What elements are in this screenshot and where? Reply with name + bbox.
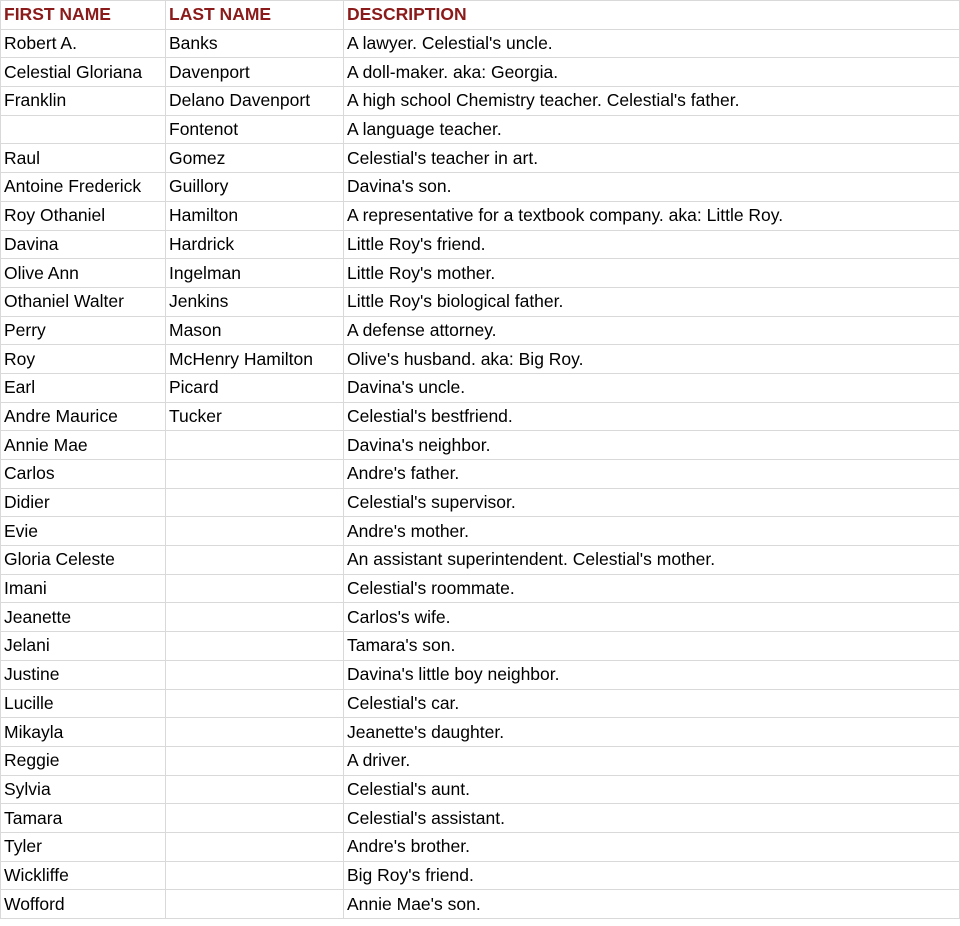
description-cell[interactable]: Davina's uncle. — [344, 373, 960, 402]
description-cell[interactable]: Carlos's wife. — [344, 603, 960, 632]
last-name-cell[interactable]: Hamilton — [166, 201, 344, 230]
description-cell[interactable]: Celestial's roommate. — [344, 574, 960, 603]
last-name-cell[interactable]: Guillory — [166, 173, 344, 202]
table-row — [1, 402, 960, 431]
description-cell[interactable]: Little Roy's biological father. — [344, 287, 960, 316]
description-cell[interactable]: Andre's brother. — [344, 832, 960, 861]
table-row — [1, 201, 960, 230]
table-row — [1, 287, 960, 316]
last-name-cell[interactable]: Banks — [166, 29, 344, 58]
description-cell[interactable]: An assistant superintendent. Celestial's mother. — [344, 546, 960, 575]
last-name-cell[interactable]: Fontenot — [166, 115, 344, 144]
table-row — [1, 890, 960, 919]
first-name-cell[interactable]: Annie Mae — [1, 431, 166, 460]
table-row — [1, 718, 960, 747]
description-cell[interactable]: Davina's son. — [344, 173, 960, 202]
description-cell[interactable]: Little Roy's mother. — [344, 259, 960, 288]
table-row — [1, 460, 960, 489]
last-name-cell[interactable]: Picard — [166, 373, 344, 402]
last-name-cell[interactable] — [166, 890, 344, 919]
description-cell[interactable]: Andre's mother. — [344, 517, 960, 546]
first-name-cell[interactable]: Didier — [1, 488, 166, 517]
table-row — [1, 517, 960, 546]
description-cell[interactable]: A language teacher. — [344, 115, 960, 144]
table-row — [1, 660, 960, 689]
description-cell[interactable]: Big Roy's friend. — [344, 861, 960, 890]
last-name-cell[interactable]: Tucker — [166, 402, 344, 431]
table-row — [1, 804, 960, 833]
first-name-cell[interactable] — [1, 115, 166, 144]
last-name-cell[interactable] — [166, 832, 344, 861]
last-name-cell[interactable]: Mason — [166, 316, 344, 345]
description-cell[interactable]: Annie Mae's son. — [344, 890, 960, 919]
table-row — [1, 87, 960, 116]
description-cell[interactable]: Celestial's car. — [344, 689, 960, 718]
last-name-cell[interactable] — [166, 431, 344, 460]
last-name-cell[interactable] — [166, 660, 344, 689]
last-name-cell[interactable] — [166, 861, 344, 890]
description-cell[interactable]: A lawyer. Celestial's uncle. — [344, 29, 960, 58]
description-cell[interactable]: A high school Chemistry teacher. Celestial's father. — [344, 87, 960, 116]
description-cell[interactable]: Jeanette's daughter. — [344, 718, 960, 747]
table-row — [1, 316, 960, 345]
last-name-cell[interactable]: Ingelman — [166, 259, 344, 288]
table-row — [1, 173, 960, 202]
description-cell[interactable]: Davina's neighbor. — [344, 431, 960, 460]
table-row — [1, 345, 960, 374]
last-name-cell[interactable]: Davenport — [166, 58, 344, 87]
last-name-cell[interactable] — [166, 603, 344, 632]
last-name-cell[interactable]: Delano Davenport — [166, 87, 344, 116]
last-name-cell[interactable]: McHenry Hamilton — [166, 345, 344, 374]
first-name-cell[interactable]: Mikayla — [1, 718, 166, 747]
first-name-cell[interactable]: Andre Maurice — [1, 402, 166, 431]
first-name-cell[interactable]: Tamara — [1, 804, 166, 833]
last-name-cell[interactable] — [166, 775, 344, 804]
column-header-first-name[interactable]: FIRST NAME — [1, 1, 166, 30]
first-name-cell[interactable]: Othaniel Walter — [1, 287, 166, 316]
first-name-cell[interactable]: Tyler — [1, 832, 166, 861]
last-name-cell[interactable] — [166, 746, 344, 775]
table-row — [1, 373, 960, 402]
column-header-description[interactable]: DESCRIPTION — [344, 1, 960, 30]
table-row — [1, 259, 960, 288]
first-name-cell[interactable]: Gloria Celeste — [1, 546, 166, 575]
first-name-cell[interactable]: Celestial Gloriana — [1, 58, 166, 87]
description-cell[interactable]: Celestial's aunt. — [344, 775, 960, 804]
first-name-cell[interactable]: Antoine Frederick — [1, 173, 166, 202]
first-name-cell[interactable]: Lucille — [1, 689, 166, 718]
description-cell[interactable]: Olive's husband. aka: Big Roy. — [344, 345, 960, 374]
table-row — [1, 775, 960, 804]
last-name-cell[interactable] — [166, 718, 344, 747]
last-name-cell[interactable] — [166, 488, 344, 517]
table-row — [1, 431, 960, 460]
table-row — [1, 115, 960, 144]
first-name-cell[interactable]: Carlos — [1, 460, 166, 489]
first-name-cell[interactable]: Justine — [1, 660, 166, 689]
table-row — [1, 58, 960, 87]
last-name-cell[interactable]: Gomez — [166, 144, 344, 173]
first-name-cell[interactable]: Wickliffe — [1, 861, 166, 890]
description-cell[interactable]: Celestial's bestfriend. — [344, 402, 960, 431]
table-row — [1, 603, 960, 632]
first-name-cell[interactable]: Imani — [1, 574, 166, 603]
description-cell[interactable]: A defense attorney. — [344, 316, 960, 345]
description-cell[interactable]: Celestial's assistant. — [344, 804, 960, 833]
table-row — [1, 230, 960, 259]
table-row — [1, 488, 960, 517]
description-cell[interactable]: A driver. — [344, 746, 960, 775]
last-name-cell[interactable]: Hardrick — [166, 230, 344, 259]
first-name-cell[interactable]: Reggie — [1, 746, 166, 775]
first-name-cell[interactable]: Perry — [1, 316, 166, 345]
description-cell[interactable]: Celestial's supervisor. — [344, 488, 960, 517]
last-name-cell[interactable]: Jenkins — [166, 287, 344, 316]
first-name-cell[interactable]: Roy Othaniel — [1, 201, 166, 230]
first-name-cell[interactable]: Raul — [1, 144, 166, 173]
last-name-cell[interactable] — [166, 460, 344, 489]
description-cell[interactable]: Little Roy's friend. — [344, 230, 960, 259]
header-row — [1, 1, 960, 30]
description-cell[interactable]: A doll-maker. aka: Georgia. — [344, 58, 960, 87]
first-name-cell[interactable]: Evie — [1, 517, 166, 546]
first-name-cell[interactable]: Wofford — [1, 890, 166, 919]
table-body — [1, 29, 960, 918]
description-cell[interactable]: Davina's little boy neighbor. — [344, 660, 960, 689]
first-name-cell[interactable]: Sylvia — [1, 775, 166, 804]
last-name-cell[interactable] — [166, 804, 344, 833]
last-name-cell[interactable] — [166, 632, 344, 661]
first-name-cell[interactable]: Olive Ann — [1, 259, 166, 288]
first-name-cell[interactable]: Roy — [1, 345, 166, 374]
first-name-cell[interactable]: Jelani — [1, 632, 166, 661]
last-name-cell[interactable] — [166, 546, 344, 575]
table-row — [1, 144, 960, 173]
description-cell[interactable]: Tamara's son. — [344, 632, 960, 661]
first-name-cell[interactable]: Davina — [1, 230, 166, 259]
table-row — [1, 832, 960, 861]
table-row — [1, 29, 960, 58]
table-row — [1, 546, 960, 575]
first-name-cell[interactable]: Robert A. — [1, 29, 166, 58]
description-cell[interactable]: Celestial's teacher in art. — [344, 144, 960, 173]
table-row — [1, 632, 960, 661]
description-cell[interactable]: A representative for a textbook company. aka: Little Roy. — [344, 201, 960, 230]
last-name-cell[interactable] — [166, 517, 344, 546]
table-row — [1, 861, 960, 890]
first-name-cell[interactable]: Jeanette — [1, 603, 166, 632]
last-name-cell[interactable] — [166, 689, 344, 718]
table-row — [1, 689, 960, 718]
first-name-cell[interactable]: Earl — [1, 373, 166, 402]
table-row — [1, 746, 960, 775]
first-name-cell[interactable]: Franklin — [1, 87, 166, 116]
column-header-last-name[interactable]: LAST NAME — [166, 1, 344, 30]
description-cell[interactable]: Andre's father. — [344, 460, 960, 489]
last-name-cell[interactable] — [166, 574, 344, 603]
table-row — [1, 574, 960, 603]
